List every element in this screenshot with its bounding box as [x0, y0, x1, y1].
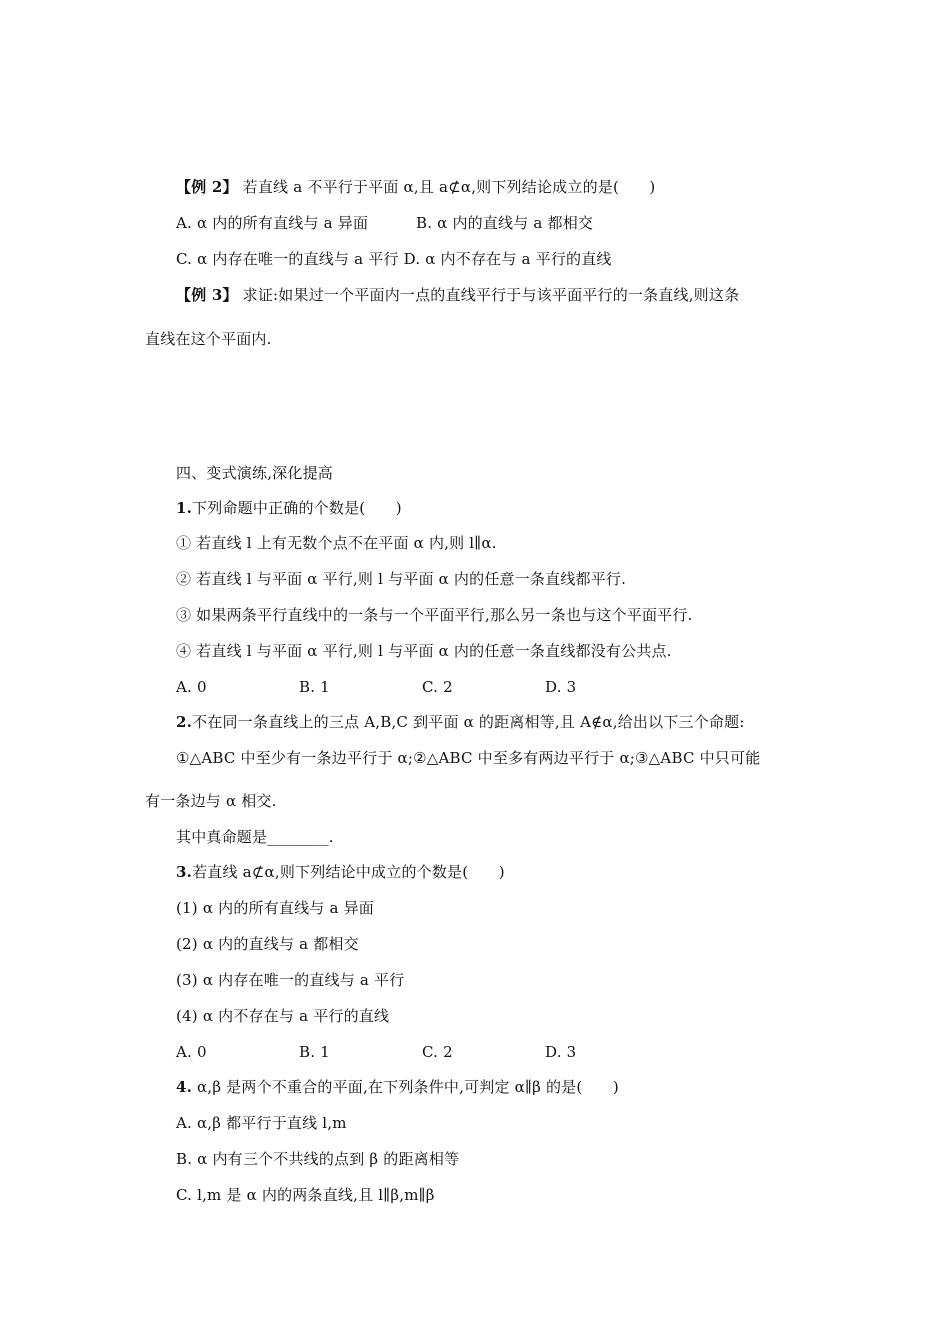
- example2-option-b: B. α 内的直线与 a 都相交: [416, 214, 594, 232]
- q1-option-b: B. 1: [299, 678, 330, 696]
- q4-stem: 4. α,β 是两个不重合的平面,在下列条件中,可判定 α∥β 的是( ): [176, 1078, 619, 1096]
- q3-item-3: (3) α 内存在唯一的直线与 a 平行: [176, 971, 405, 989]
- q2-line1: 2.不在同一条直线上的三点 A,B,C 到平面 α 的距离相等,且 A∉α,给出以下三个命题:: [176, 713, 745, 731]
- q3-stem: 3.若直线 a⊄α,则下列结论中成立的个数是( ): [176, 863, 505, 881]
- q3-option-b: B. 1: [299, 1043, 330, 1061]
- example3-tag: 【例 3】: [176, 286, 238, 304]
- q1-item-4: ④ 若直线 l 与平面 α 平行,则 l 与平面 α 内的任意一条直线都没有公共点.: [176, 642, 672, 660]
- q1-options: [176, 677, 668, 697]
- q2-line3: 有一条边与 α 相交.: [145, 792, 277, 810]
- q4-option-c: C. l,m 是 α 内的两条直线,且 l∥β,m∥β: [176, 1186, 435, 1204]
- q2-line4: 其中真命题是________.: [176, 828, 334, 846]
- q2-line2: ①△ABC 中至少有一条边平行于 α;②△ABC 中至多有两边平行于 α;③△ABC 中只可能: [176, 749, 761, 767]
- q1-item-3: ③ 如果两条平行直线中的一条与一个平面平行,那么另一条也与这个平面平行.: [176, 606, 693, 624]
- q2-number: 2.: [176, 713, 193, 731]
- example2-tag: 【例 2】: [176, 178, 238, 196]
- q3-number: 3.: [176, 863, 193, 881]
- q1-option-a: A. 0: [176, 678, 207, 696]
- q1-option-c: C. 2: [422, 678, 453, 696]
- q1-number: 1.: [176, 499, 193, 517]
- example3-line2: 直线在这个平面内.: [145, 330, 272, 348]
- q3-item-4: (4) α 内不存在与 a 平行的直线: [176, 1007, 390, 1025]
- section4-title: 四、变式演练,深化提高: [176, 464, 333, 482]
- q4-number: 4.: [176, 1078, 193, 1096]
- example2-stem: 【例 2】 若直线 a 不平行于平面 α,且 a⊄α,则下列结论成立的是( ): [176, 178, 656, 196]
- q1-item-2: ② 若直线 l 与平面 α 平行,则 l 与平面 α 内的任意一条直线都平行.: [176, 570, 627, 588]
- q1-option-d: D. 3: [545, 678, 577, 696]
- q3-item-2: (2) α 内的直线与 a 都相交: [176, 935, 359, 953]
- example2-options-ab: [176, 213, 593, 233]
- example3-line1: 【例 3】 求证:如果过一个平面内一点的直线平行于与该平面平行的一条直线,则这条: [176, 286, 740, 304]
- q3-option-a: A. 0: [176, 1043, 207, 1061]
- q1-stem: 1.下列命题中正确的个数是( ): [176, 499, 402, 517]
- q4-option-a: A. α,β 都平行于直线 l,m: [176, 1114, 347, 1132]
- q4-option-b: B. α 内有三个不共线的点到 β 的距离相等: [176, 1150, 460, 1168]
- q3-options: [176, 1042, 668, 1062]
- example2-options-cd: C. α 内存在唯一的直线与 a 平行 D. α 内不存在与 a 平行的直线: [176, 250, 612, 268]
- q1-item-1: ① 若直线 l 上有无数个点不在平面 α 内,则 l∥α.: [176, 534, 497, 552]
- example2-option-a: A. α 内的所有直线与 a 异面: [176, 214, 369, 232]
- q3-option-d: D. 3: [545, 1043, 577, 1061]
- q3-item-1: (1) α 内的所有直线与 a 异面: [176, 899, 374, 917]
- q3-option-c: C. 2: [422, 1043, 453, 1061]
